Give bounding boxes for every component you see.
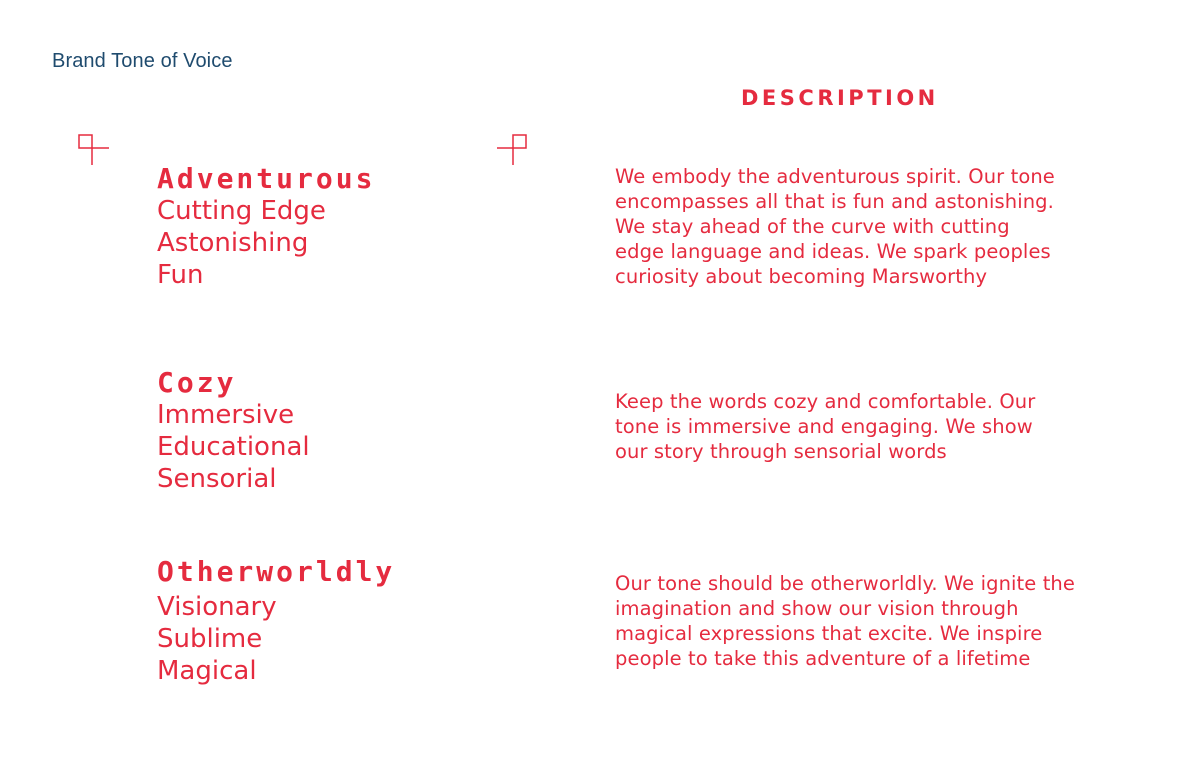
description-line: our story through sensorial words [615, 440, 947, 463]
tone-word: Educational [157, 432, 310, 462]
tone-title: Otherworldly [157, 555, 396, 588]
tone-group-cozy [157, 367, 310, 495]
description-line: We stay ahead of the curve with cutting [615, 215, 1010, 238]
description-line: magical expressions that excite. We inspire [615, 622, 1043, 645]
tone-group-otherworldly [157, 556, 395, 687]
tone-word: Astonishing [157, 228, 309, 258]
description-heading: DESCRIPTION [741, 86, 939, 110]
description-line: curiosity about becoming Marsworthy [615, 265, 988, 288]
tone-description-cozy [615, 389, 1135, 464]
description-line: imagination and show our vision through [615, 597, 1019, 620]
tone-word: Visionary [157, 592, 277, 622]
corner-cross-mark-icon [78, 134, 110, 166]
description-line: We embody the adventurous spirit. Our tone [615, 165, 1055, 188]
tone-word: Sublime [157, 624, 263, 654]
page-title: Brand Tone of Voice [52, 50, 233, 72]
description-line: tone is immersive and engaging. We show [615, 415, 1033, 438]
description-line: encompasses all that is fun and astonishing. [615, 190, 1054, 213]
tone-title: Cozy [157, 366, 237, 399]
tone-group-adventurous [157, 163, 375, 291]
tone-word: Cutting Edge [157, 196, 326, 226]
tone-word: Sensorial [157, 464, 277, 494]
tone-word: Magical [157, 656, 257, 686]
tone-description-adventurous [615, 164, 1135, 289]
corner-cross-mark-icon [496, 134, 528, 166]
tone-word: Fun [157, 260, 204, 290]
tone-description-otherworldly [615, 571, 1135, 671]
description-line: edge language and ideas. We spark peoples [615, 240, 1051, 263]
description-line: Keep the words cozy and comfortable. Our [615, 390, 1036, 413]
description-line: people to take this adventure of a lifetime [615, 647, 1031, 670]
tone-title: Adventurous [157, 162, 376, 195]
description-line: Our tone should be otherworldly. We ignite the [615, 572, 1075, 595]
tone-word: Immersive [157, 400, 295, 430]
